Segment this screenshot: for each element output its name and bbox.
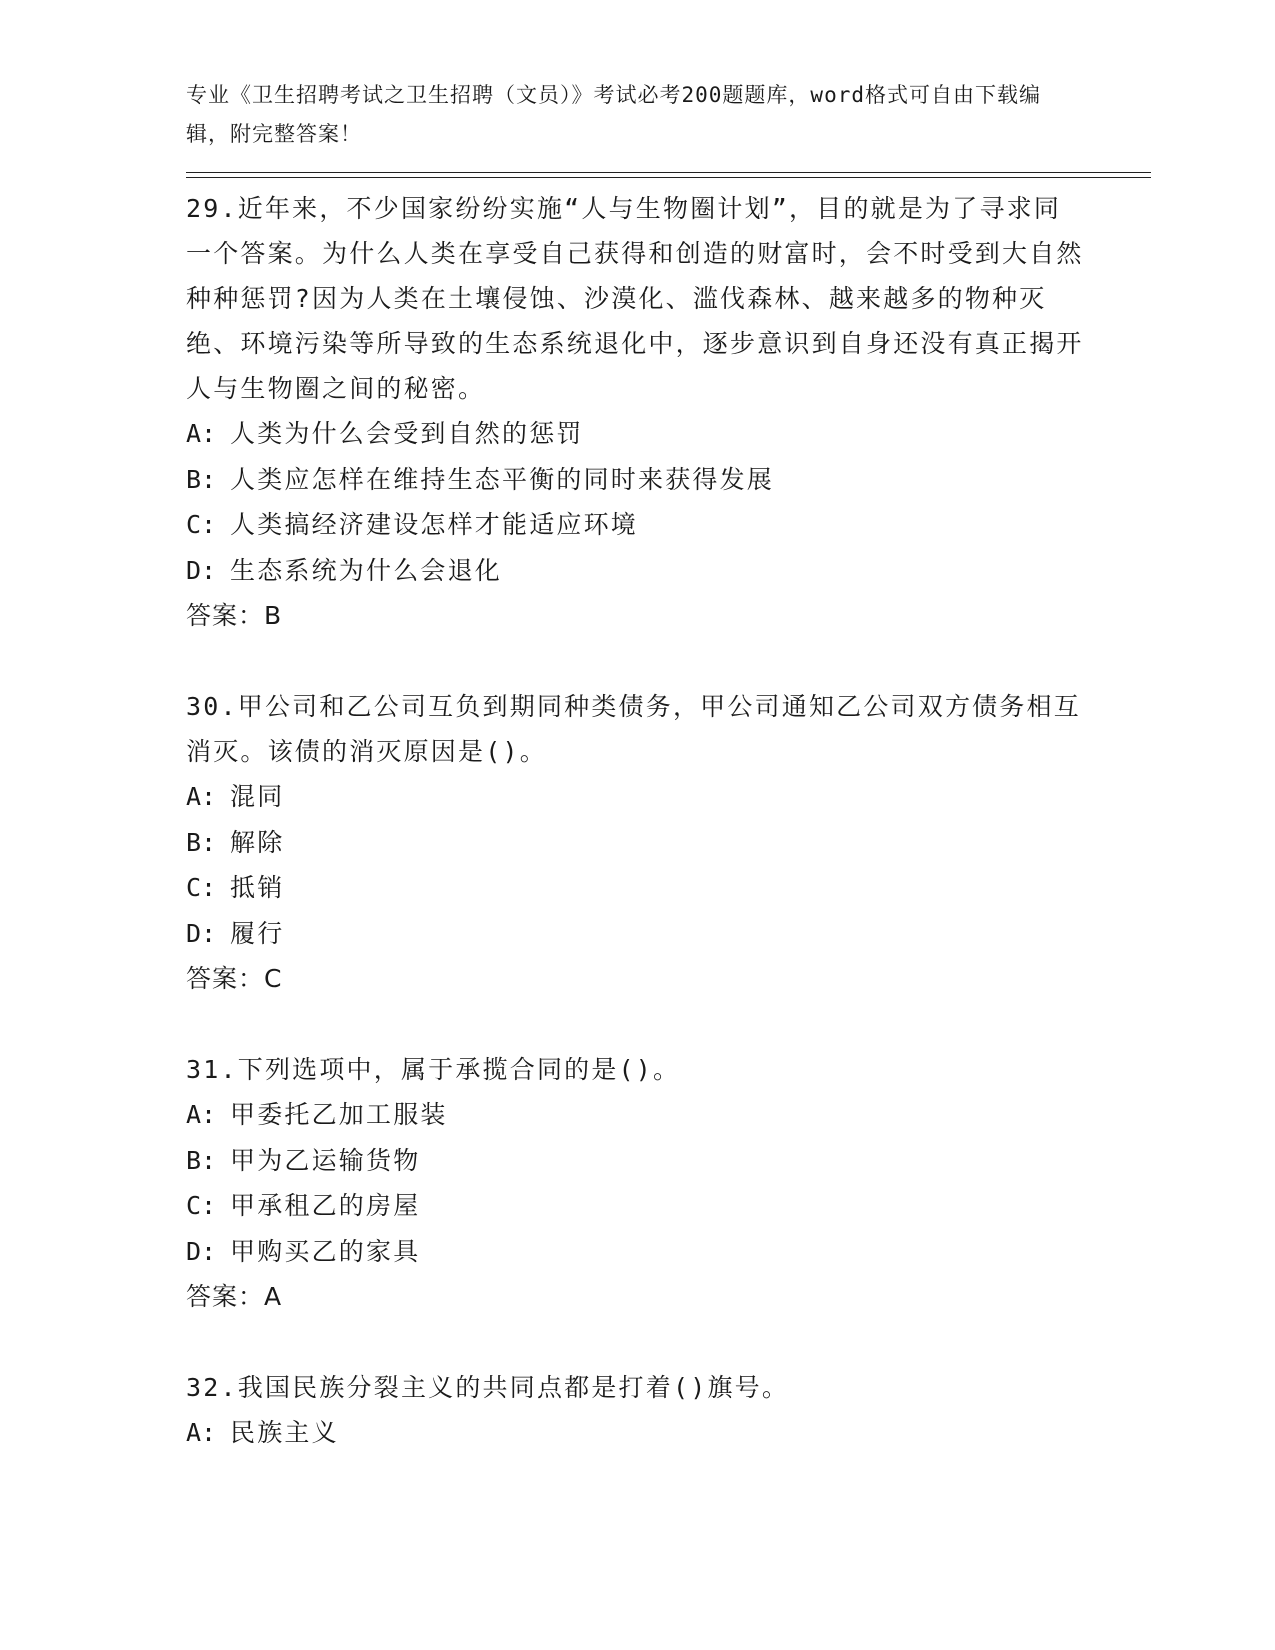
question-29 [186,186,1086,638]
option-c [186,502,1086,548]
option-label: A: [186,1418,217,1447]
question-30 [186,684,1086,1001]
option-d [186,548,1086,594]
option-label: C: [186,510,217,539]
question-spacer [186,1001,1086,1047]
option-text: 生态系统为什么会退化 [230,555,503,585]
option-label: D: [186,555,217,585]
option-a [186,1410,1086,1456]
question-stem: 30.甲公司和乙公司互负到期同种类债务，甲公司通知乙公司双方债务相互消灭。该债的消灭原因是()。 [186,692,1081,766]
question-stem: 31.下列选项中，属于承揽合同的是()。 [186,1055,681,1084]
option-c [186,865,1086,911]
answer-line: 答案：A [186,1282,283,1311]
question-stem: 29.近年来，不少国家纷纷实施“人与生物圈计划”，目的就是为了寻求同一个答案。为什么人类在享受自己获得和创造的财富时，会不时受到大自然种种惩罚?因为人类在土壤侵蚀、沙漠化、滥伐森林、越来越多的物种灭绝、环境污染等所导致的生态系统退化中，逐步意识到自身还没有真正揭开人与生物圈之间的秘密。 [186,194,1084,403]
answer-line: 答案：C [186,964,283,993]
option-b [186,1138,1086,1184]
option-label: D: [186,918,217,948]
document-header: 专业《卫生招聘考试之卫生招聘（文员）》考试必考200题题库，word格式可自由下载编辑，附完整答案！ [186,83,1041,146]
option-text: 人类为什么会受到自然的惩罚 [230,419,584,448]
option-label: C: [186,873,217,902]
option-text: 抵销 [230,873,285,902]
option-label: D: [186,1236,217,1266]
option-label: A: [186,419,217,448]
option-label: B: [186,827,217,857]
option-b [186,457,1086,503]
option-label: B: [186,464,217,494]
option-d [186,1229,1086,1275]
question-31 [186,1047,1086,1319]
option-text: 甲承租乙的房屋 [230,1191,421,1220]
header-rule-bottom [186,177,1151,178]
option-text: 解除 [230,827,285,857]
answer-line: 答案：B [186,601,283,630]
option-text: 甲购买乙的家具 [230,1236,421,1266]
option-a [186,774,1086,820]
question-stem: 32.我国民族分裂主义的共同点都是打着()旗号。 [186,1373,790,1402]
option-d [186,911,1086,957]
option-label: C: [186,1191,217,1220]
option-text: 人类应怎样在维持生态平衡的同时来获得发展 [230,464,775,494]
question-list [186,186,1086,1456]
option-text: 甲委托乙加工服装 [230,1100,448,1129]
option-a [186,1092,1086,1138]
option-label: A: [186,1100,217,1129]
header-rule-top [186,172,1151,173]
option-text: 履行 [230,918,285,948]
option-label: B: [186,1145,217,1175]
option-text: 人类搞经济建设怎样才能适应环境 [230,510,639,539]
question-32 [186,1365,1086,1456]
option-label: A: [186,782,217,811]
option-c [186,1183,1086,1229]
option-text: 混同 [230,782,285,811]
option-text: 甲为乙运输货物 [230,1145,421,1175]
option-text: 民族主义 [230,1418,339,1447]
question-spacer [186,638,1086,684]
option-b [186,820,1086,866]
option-a [186,411,1086,457]
question-spacer [186,1319,1086,1365]
